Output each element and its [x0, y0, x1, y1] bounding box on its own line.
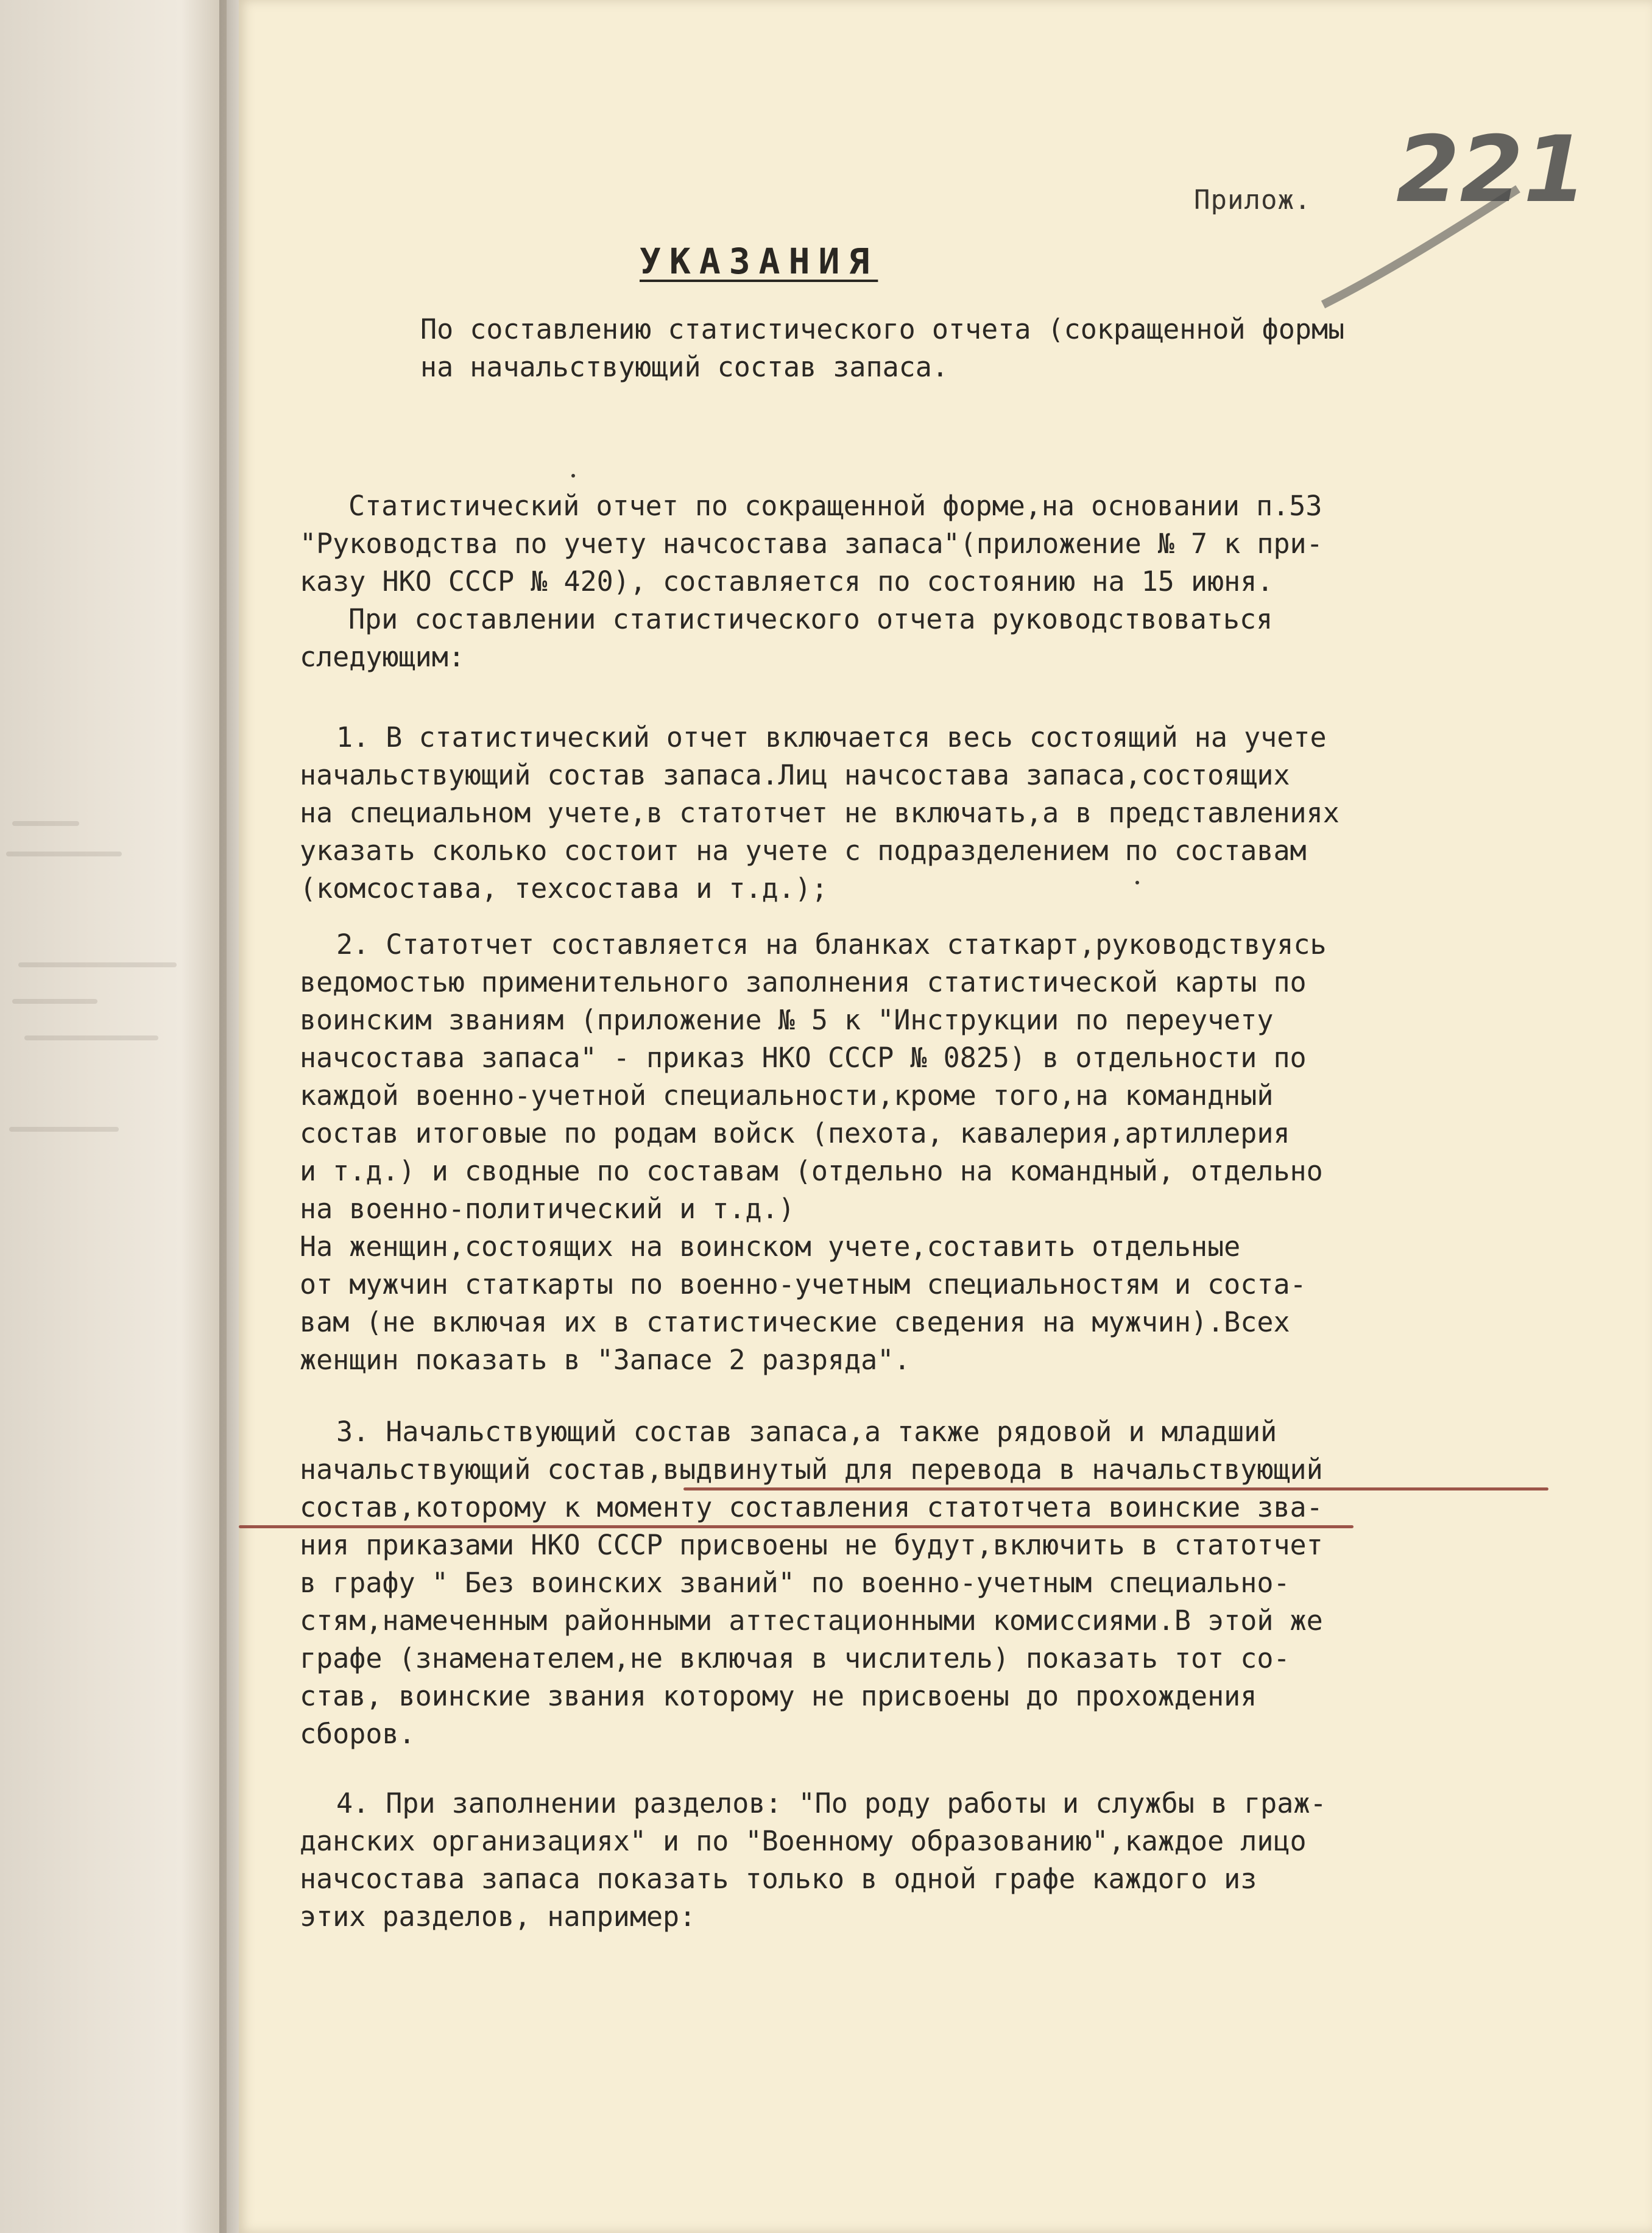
- body-line: следующим:: [300, 641, 465, 673]
- body-line: 2. Статотчет составляется на бланках статкарт,руководствуясь: [336, 928, 1327, 961]
- body-line: При составлении статистического отчета руководствоваться: [348, 603, 1273, 635]
- body-line: На женщин,состоящих на воинском учете,составить отдельные: [300, 1230, 1241, 1263]
- body-line: ведомостью применительного заполнения статистической карты по: [300, 966, 1307, 998]
- ink-speck: [571, 474, 575, 478]
- body-line: данских организациях" и по "Военному образованию",каждое лицо: [300, 1825, 1307, 1857]
- body-line: каждой военно-учетной специальности,кроме того,на командный: [300, 1079, 1274, 1112]
- body-line: от мужчин статкарты по военно-учетным специальностям и соста-: [300, 1268, 1307, 1300]
- body-line: 4. При заполнении разделов: "По роду работы и службы в граж-: [336, 1787, 1327, 1819]
- body-line: женщин показать в "Запасе 2 разряда".: [300, 1344, 911, 1376]
- body-line: начсостава запаса" - приказ НКО СССР № 0825) в отдельности по: [300, 1042, 1307, 1074]
- document-page: [239, 0, 1652, 2233]
- body-line: сборов.: [300, 1718, 415, 1750]
- body-line: 1. В статистический отчет включается весь состоящий на учете: [336, 721, 1327, 753]
- body-line: 3. Начальствующий состав запаса,а также рядовой и младший: [336, 1416, 1277, 1448]
- body-line: графе (знаменателем,не включая в числитель) показать тот со-: [300, 1642, 1290, 1674]
- left-page-edge: [0, 0, 227, 2233]
- body-line: состав итоговые по родам войск (пехота, кавалерия,артиллерия: [300, 1117, 1290, 1149]
- folio-number: 221: [1396, 117, 1587, 223]
- body-line: состав,которому к моменту составления статотчета воинские зва-: [300, 1491, 1323, 1523]
- body-line: ния приказами НКО СССР присвоены не будут,включить в статотчет: [300, 1529, 1323, 1561]
- body-line: начсостава запаса показать только в одной графе каждого из: [300, 1863, 1257, 1895]
- body-line: на специальном учете,в статотчет не включать,а в представлениях: [300, 797, 1340, 829]
- body-line: вам (не включая их в статистические сведения на мужчин).Всех: [300, 1306, 1290, 1338]
- body-line: "Руководства по учету начсостава запаса"(приложение № 7 к при-: [300, 527, 1323, 560]
- body-line: став, воинские звания которому не присвоены до прохождения: [300, 1680, 1257, 1712]
- body-line: начальствующий состав,выдвинутый для перевода в начальствующий: [300, 1453, 1323, 1486]
- body-line: Статистический отчет по сокращенной форме,на основании п.53: [348, 490, 1322, 522]
- body-line: начальствующий состав запаса.Лиц начсостава запаса,состоящих: [300, 759, 1290, 791]
- body-line: казу НКО СССР № 420), составляется по состоянию на 15 июня.: [300, 565, 1274, 598]
- body-line: (комсостава, техсостава и т.д.);: [300, 872, 828, 905]
- subtitle-line: По составлению статистического отчета (сокращенной формы: [420, 313, 1345, 345]
- body-line: на военно-политический и т.д.): [300, 1193, 795, 1225]
- body-line: воинским званиям (приложение № 5 к "Инструкции по переучету: [300, 1004, 1274, 1036]
- document-title: УКАЗАНИЯ: [640, 241, 878, 282]
- body-line: этих разделов, например:: [300, 1900, 696, 1933]
- folio-number-handwritten: [1274, 116, 1587, 311]
- body-line: указать сколько состоит на учете с подразделением по составам: [300, 834, 1307, 867]
- body-line: в графу " Без воинских званий" по военно-учетным специально-: [300, 1567, 1290, 1599]
- body-line: и т.д.) и сводные по составам (отдельно на командный, отдельно: [300, 1155, 1323, 1187]
- subtitle-line: на начальствующий состав запаса.: [420, 351, 948, 383]
- ink-speck: [1135, 881, 1139, 884]
- appendix-mark: Прилож.: [1194, 185, 1311, 216]
- body-line: стям,намеченным районными аттестационными комиссиями.В этой же: [300, 1604, 1323, 1637]
